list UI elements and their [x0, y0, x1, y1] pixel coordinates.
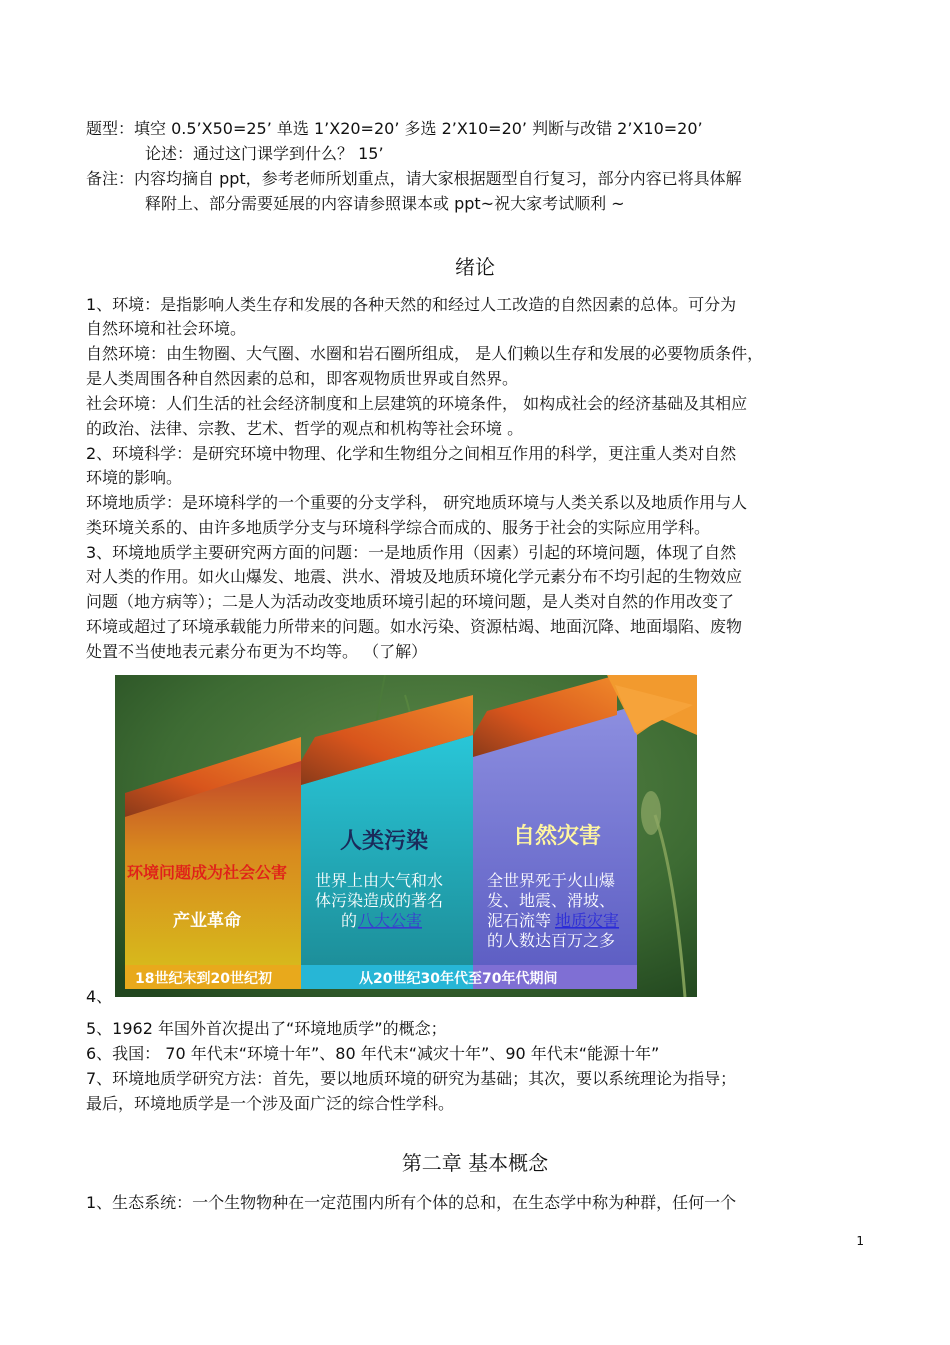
- col2-text-line: 世界上由大气和水: [315, 871, 444, 890]
- col3-text-line: 的人数达百万之多: [487, 931, 616, 950]
- paragraph-line: 2、环境科学：是研究环境中物理、化学和生物组分之间相互作用的科学，更注重人类对自然: [86, 444, 737, 463]
- timeline-bar-1-label: 18世纪末到20世纪初: [135, 971, 272, 987]
- paragraph-line: 3、环境地质学主要研究两方面的问题：一是地质作用（因素）引起的环境问题，体现了自然: [86, 543, 737, 562]
- paragraph-line: 自然环境：由生物圈、大气圈、水圈和岩石圈所组成， 是人们赖以生存和发展的必要物质条件，: [86, 344, 764, 363]
- page-number: 1: [856, 1234, 864, 1248]
- col3-text-line: 泥石流等: [487, 911, 552, 930]
- timeline-bar-2-label: 从20世纪30年代至70年代期间: [359, 971, 558, 987]
- paragraph-line: 的政治、法律、宗教、艺术、哲学的观点和机构等社会环境 。: [86, 419, 524, 438]
- paragraph-line: 1、生态系统：一个生物物种在一定范围内所有个体的总和，在生态学中称为种群，任何一个: [86, 1193, 737, 1212]
- header-note: 备注：内容均摘自 ppt，参考老师所划重点，请大家根据题型自行复习，部分内容已将具体解: [86, 169, 742, 188]
- col3-title: 自然灾害: [513, 823, 602, 849]
- paragraph-line: 对人类的作用。如火山爆发、地震、洪水、滑坡及地质环境化学元素分布不均引起的生物效应: [86, 567, 743, 586]
- paragraph-line: 6、我国： 70 年代末“环境十年”、80 年代末“减灾十年”、90 年代末“能源十年”: [86, 1044, 660, 1063]
- paragraph-line: 环境的影响。: [86, 468, 183, 487]
- paragraph-line: 1、环境：是指影响人类生存和发展的各种天然的和经过人工改造的自然因素的总体。可分为: [86, 295, 737, 314]
- header-essay: 论述：通过这门课学到什么？ 15’: [145, 144, 384, 163]
- col3-text-line: 全世界死于火山爆: [487, 871, 616, 890]
- col2-text-line: 体污染造成的著名: [315, 891, 444, 910]
- section-title-chapter-two: 第二章 基本概念: [401, 1151, 549, 1175]
- col3-text-line: 发、地震、滑坡、: [487, 891, 616, 910]
- col2-text-line: 的: [341, 911, 358, 930]
- paragraph-line: 环境地质学：是环境科学的一个重要的分支学科， 研究地质环境与人类关系以及地质作用与人: [86, 493, 748, 512]
- col3-link-geologic-disaster: 地质灾害: [555, 911, 620, 930]
- figure-graphic: [115, 675, 697, 997]
- paragraph-line: 社会环境：人们生活的社会经济制度和上层建筑的环境条件， 如构成社会的经济基础及其相应: [86, 394, 748, 413]
- col2-link-eight-hazards: 八大公害: [358, 911, 423, 930]
- section-title-introduction: 绪论: [455, 255, 495, 279]
- header-question-types: 题型：填空 0.5’X50=25’ 单选 1’X20=20’ 多选 2’X10=20’ 判断与改错 2’X10=20’: [86, 119, 703, 138]
- paragraph-line: 类环境关系的、由许多地质学分支与环境科学综合而成的、服务于社会的实际应用学科。: [86, 518, 711, 537]
- col2-title: 人类污染: [340, 828, 429, 854]
- paragraph-line: 问题（地方病等）；二是人为活动改变地质环境引起的环境问题，是人类对自然的作用改变了: [86, 592, 735, 611]
- environment-history-figure: [115, 675, 697, 997]
- paragraph-line: 5、1962 年国外首次提出了“环境地质学”的概念；: [86, 1019, 447, 1038]
- paragraph-line: 是人类周围各种自然因素的总和，即客观物质世界或自然界。: [86, 369, 519, 388]
- paragraph-line: 自然环境和社会环境。: [86, 319, 247, 338]
- paragraph-line: 处置不当使地表元素分布更为不均等。 （了解）: [86, 642, 428, 661]
- paragraph-line: 最后，环境地质学是一个涉及面广泛的综合性学科。: [86, 1094, 455, 1113]
- header-note-continued: 释附上、部分需要延展的内容请参照课本或 ppt~祝大家考试顺利 ~: [145, 194, 625, 213]
- paragraph-line: 7、环境地质学研究方法：首先，要以地质环境的研究为基础；其次，要以系统理论为指导；: [86, 1069, 737, 1088]
- grass-seed-decoration: [641, 791, 661, 835]
- col1-main-label: 产业革命: [173, 911, 241, 931]
- item-number-4: 4、: [86, 987, 113, 1006]
- paragraph-line: 环境或超过了环境承载能力所带来的问题。如水污染、资源枯竭、地面沉降、地面塌陷、废物: [86, 617, 743, 636]
- col1-red-label: 环境问题成为社会公害: [127, 863, 288, 882]
